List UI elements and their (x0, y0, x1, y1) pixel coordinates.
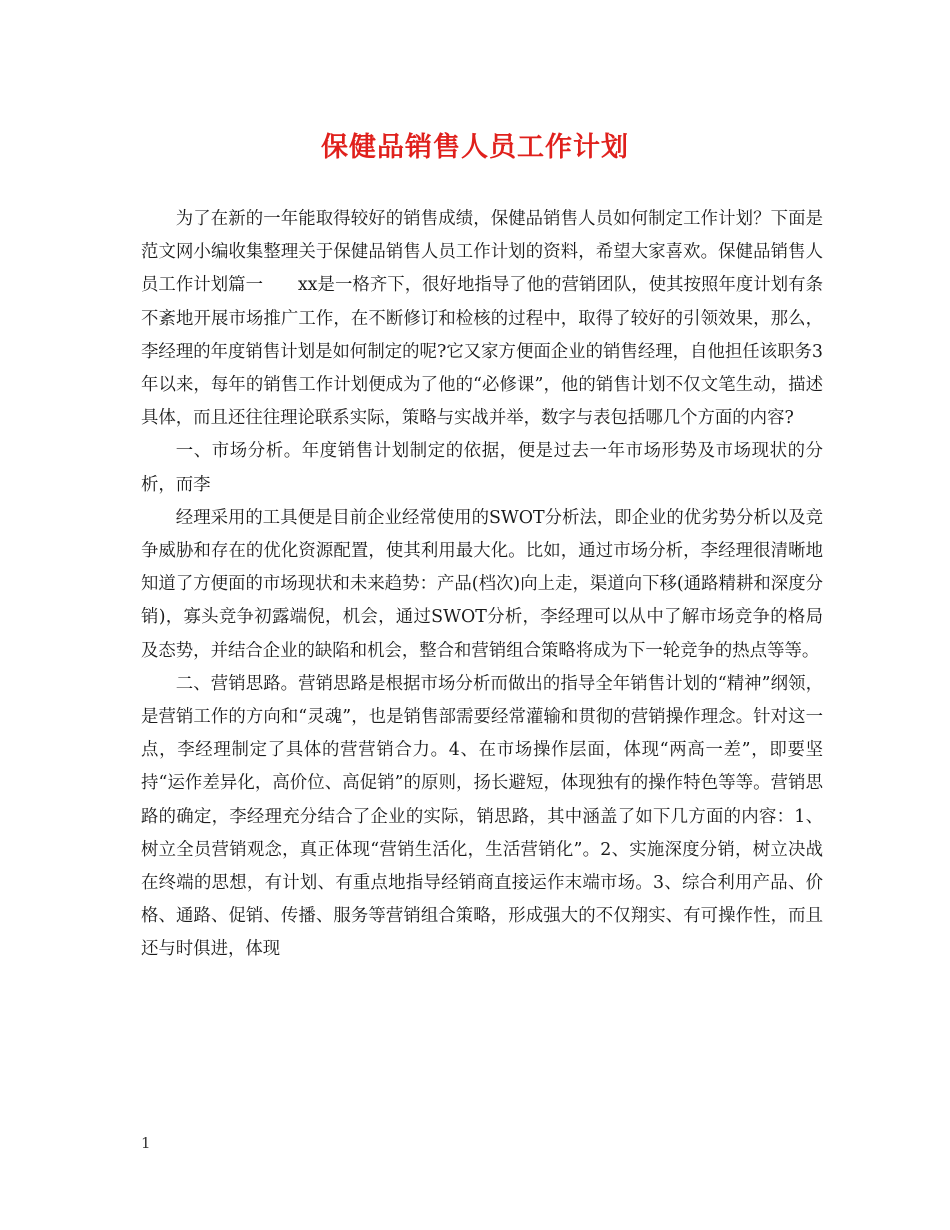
document-body (141, 203, 823, 967)
page-number: 1 (141, 1134, 151, 1152)
paragraph-marketing-ideas: 二、营销思路。营销思路是根据市场分析而做出的指导全年销售计划的“精神”纲领，是营销工作的方向和“灵魂”，也是销售部需要经常灌输和贯彻的营销操作理念。针对这一点，李经理制定了具体的营营销合力。4、在市场操作层面，体现“两高一差”，即要坚持“运作差异化，高价位、高促销”的原则，扬长避短，体现独有的操作特色等等。营销思路的确定，李经理充分结合了企业的实际，销思路，其中涵盖了如下几方面的内容：1、树立全员营销观念，真正体现“营销生活化，生活营销化”。2、实施深度分销，树立决战在终端的思想，有计划、有重点地指导经销商直接运作末端市场。3、综合利用产品、价格、通路、促销、传播、服务等营销组合策略，形成强大的不仅翔实、有可操作性，而且还与时俱进，体现 (141, 673, 823, 960)
paragraph-intro: 为了在新的一年能取得较好的销售成绩，保健品销售人员如何制定工作计划？下面是范文网小编收集整理关于保健品销售人员工作计划的资料，希望大家喜欢。保健品销售人员工作计划篇一 xx是一格齐下，很好地指导了他的营销团队，使其按照年度计划有条不紊地开展市场推广工作，在不断修订和检核的过程中，取得了较好的引领效果，那么，李经理的年度销售计划是如何制定的呢?它又家方便面企业的销售经理，自他担任该职务3年以来，每年的销售工作计划便成为了他的“必修课”，他的销售计划不仅文笔生动，描述具体，而且还往往理论联系实际，策略与实战并举，数字与表包括哪几个方面的内容? (141, 209, 823, 429)
paragraph-swot: 经理采用的工具便是目前企业经常使用的SWOT分析法，即企业的优劣势分析以及竞争威胁和存在的优化资源配置，使其利用最大化。比如，通过市场分析，李经理很清晰地知道了方便面的市场现状和未来趋势：产品(档次)向上走，渠道向下移(通路精耕和深度分销)，寡头竞争初露端倪，机会，通过SWOT分析，李经理可以从中了解市场竞争的格局及态势，并结合企业的缺陷和机会，整合和营销组合策略将成为下一轮竞争的热点等等。 (141, 507, 823, 661)
document-title: 保健品销售人员工作计划 (321, 132, 629, 163)
paragraph-market-analysis: 一、市场分析。年度销售计划制定的依据，便是过去一年市场形势及市场现状的分析，而李 (141, 441, 823, 495)
